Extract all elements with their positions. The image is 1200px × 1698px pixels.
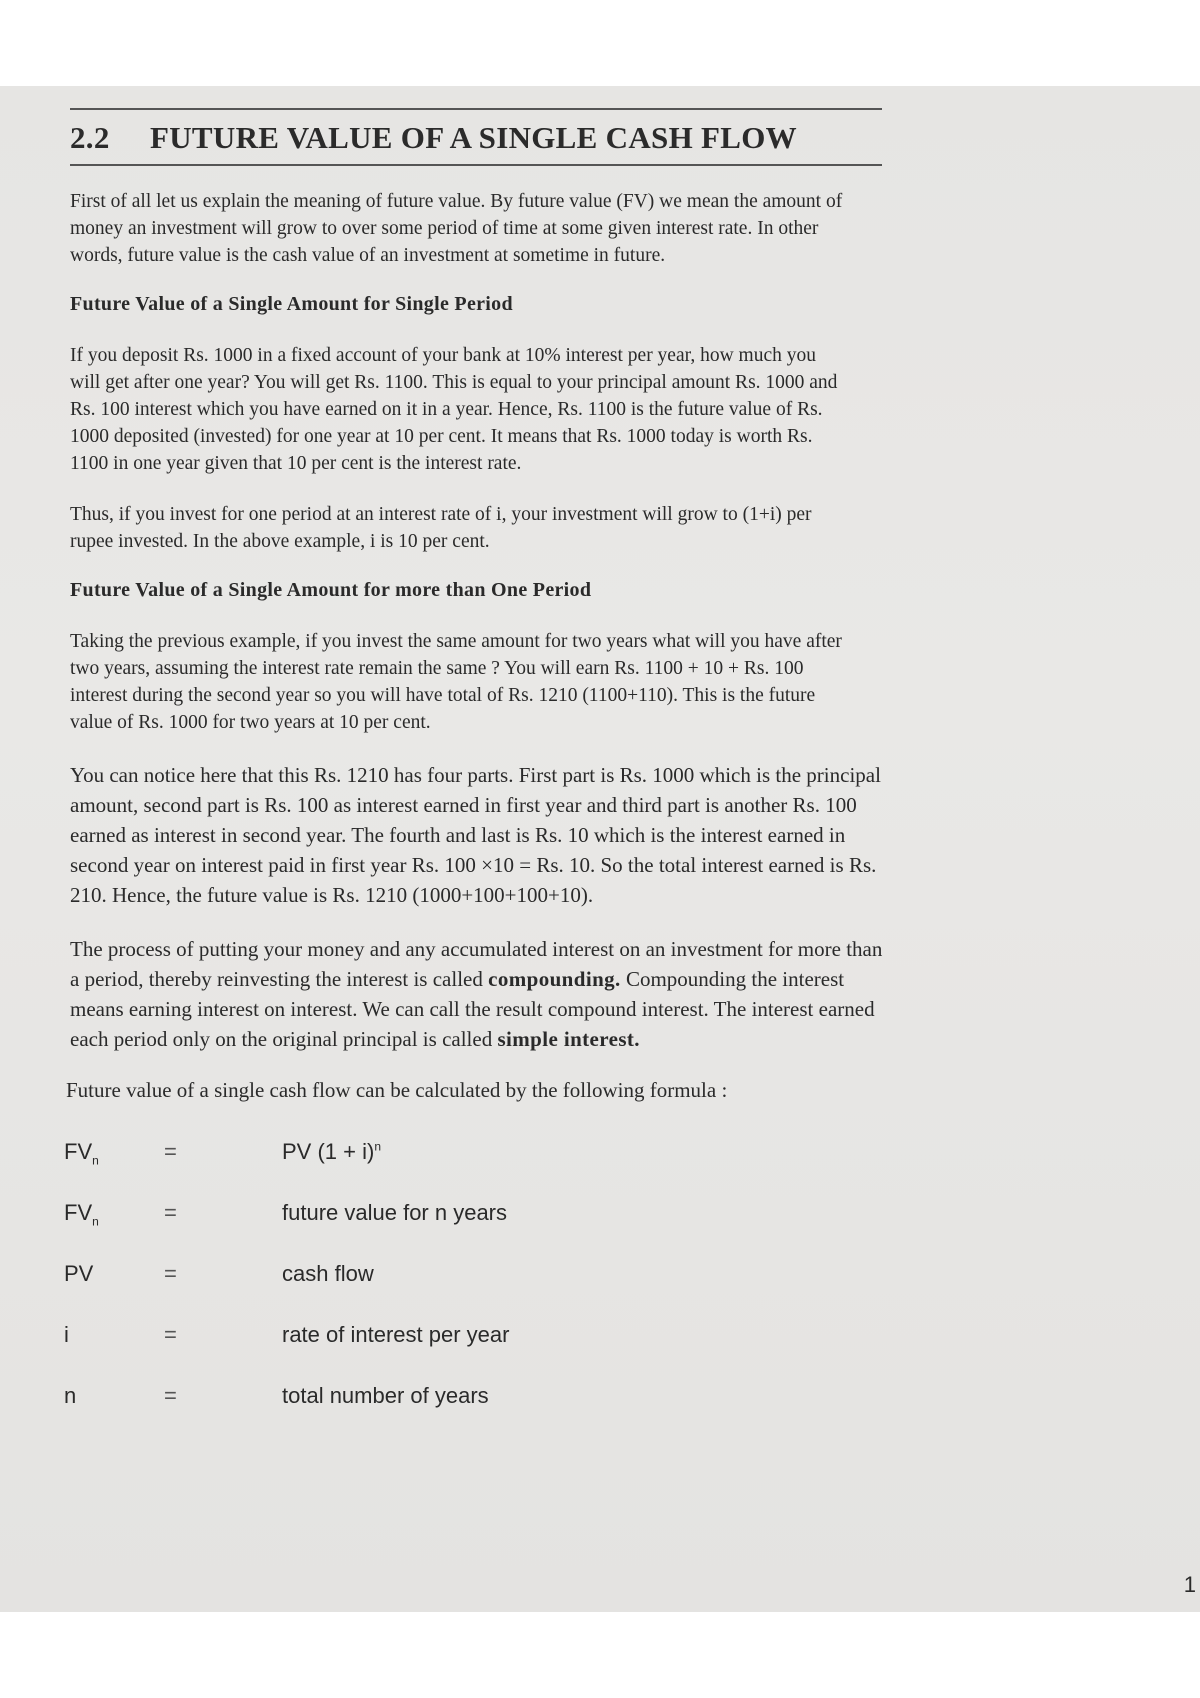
expression-text: PV (1 + i): [282, 1139, 375, 1164]
formula-row: [64, 1261, 894, 1322]
formula-row: [64, 1139, 894, 1200]
symbol-text: FV: [64, 1139, 93, 1164]
section-heading-block: [64, 108, 882, 166]
intro-paragraph: First of all let us explain the meaning of future value. By future value (FV) we mean the amount of money an investment will grow to over some period of time at some given interest rate. In other words, future value is the cash value of an investment at sometime in future.: [70, 191, 843, 266]
formula-definition: total number of years: [282, 1383, 489, 1408]
formula-symbol: [64, 1200, 164, 1228]
section-title: FUTURE VALUE OF A SINGLE CASH FLOW: [150, 120, 797, 155]
formula-row: [64, 1200, 894, 1261]
section-number: 2.2: [70, 120, 110, 155]
formula-intro: Future value of a single cash flow can be calculated by the following formula :: [66, 1078, 728, 1102]
formula-symbol: n: [64, 1383, 77, 1408]
simple-interest-term: simple interest.: [497, 1027, 640, 1051]
formula-row: [64, 1383, 894, 1444]
compounding-paragraph: [70, 934, 890, 1054]
formula-symbol: [64, 1139, 164, 1167]
page-number: 1: [1183, 1572, 1196, 1597]
formula-symbol: i: [64, 1322, 69, 1347]
section-heading: [70, 110, 882, 164]
subsection-heading-multi-period: Future Value of a Single Amount for more than One Period: [70, 579, 592, 601]
bottom-margin: [0, 1612, 1200, 1698]
equals-sign: =: [164, 1139, 177, 1164]
formula-definition: rate of interest per year: [282, 1322, 510, 1347]
equals-sign: =: [164, 1200, 177, 1225]
symbol-text: FV: [64, 1200, 93, 1225]
document-page: [0, 86, 1200, 1612]
equals-sign: =: [164, 1261, 177, 1286]
formula-table: [64, 1139, 894, 1444]
heading-bottom-rule: [70, 164, 882, 166]
equals-sign: =: [164, 1322, 177, 1347]
formula-row: [64, 1322, 894, 1383]
subsection-heading-single-period: Future Value of a Single Amount for Single Period: [70, 293, 513, 315]
equals-sign: =: [164, 1383, 177, 1408]
formula-definition: future value for n years: [282, 1200, 508, 1225]
compounding-term: compounding.: [488, 967, 621, 991]
expression-exponent: n: [374, 1139, 381, 1154]
top-margin: [0, 0, 1200, 86]
formula-expression: [282, 1139, 381, 1165]
symbol-subscript: n: [92, 1153, 99, 1168]
four-parts-paragraph: You can notice here that this Rs. 1210 has four parts. First part is Rs. 1000 which is the principal amount, second part is Rs. 100 as interest earned in first year and third part is another Rs. 100 earned as interest in second year. The fourth and last is Rs. 10 which is the interest earned in second year on interest paid in first year Rs. 100 ×10 = Rs. 10. So the total interest earned is Rs. 210. Hence, the future value is Rs. 1210 (1000+100+100+10).: [70, 763, 881, 907]
compounding-text-2: Compounding the interest means earning interest on interest. We can call the result compound interest. The interest earned each period only on the original principal is called: [70, 967, 875, 1051]
single-period-paragraph-2: Thus, if you invest for one period at an interest rate of i, your investment will grow to (1+i) per rupee invested. In the above example, i is 10 per cent.: [70, 504, 812, 552]
multi-period-paragraph: Taking the previous example, if you invest the same amount for two years what will you have after two years, assuming the interest rate remain the same ? You will earn Rs. 1100 + 10 + Rs. 100 interest during the second year so you will have total of Rs. 1210 (1100+110). This is the future value of Rs. 1000 for two years at 10 per cent.: [70, 631, 842, 733]
single-period-paragraph: If you deposit Rs. 1000 in a fixed account of your bank at 10% interest per year, how much you will get after one year? You will get Rs. 1100. This is equal to your principal amount Rs. 1000 and Rs. 100 interest which you have earned on it in a year. Hence, Rs. 1100 is the future value of Rs. 1000 deposited (invested) for one year at 10 per cent. It means that Rs. 1000 today is worth Rs. 1100 in one year given that 10 per cent is the interest rate.: [70, 345, 838, 474]
page-content: [64, 108, 894, 1444]
formula-definition: cash flow: [282, 1261, 374, 1286]
formula-symbol: PV: [64, 1261, 94, 1286]
compounding-text-1: The process of putting your money and any accumulated interest on an investment for more than a period, thereby reinvesting the interest is called: [70, 937, 883, 991]
symbol-subscript: n: [92, 1214, 99, 1229]
